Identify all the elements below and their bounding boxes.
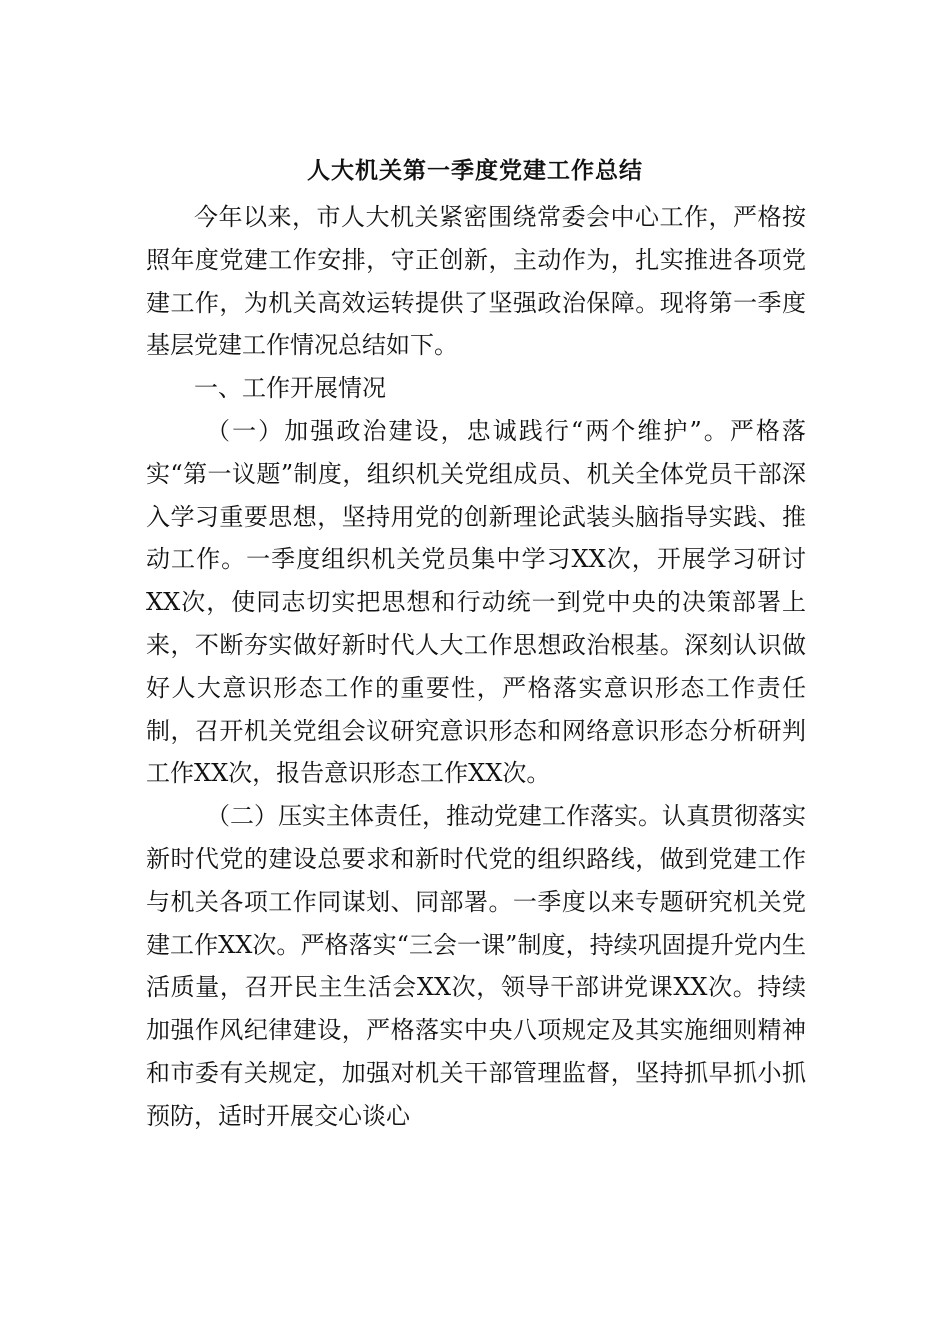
intro-paragraph: 今年以来，市人大机关紧密围绕常委会中心工作，严格按照年度党建工作安排，守正创新，主动作为，扎实推进各项党建工作，为机关高效运转提供了坚强政治保障。现将第一季度基层党建工作情况总结如下。 xyxy=(146,203,806,360)
subsection-paragraph-2: （二）压实主体责任，推动党建工作落实。认真贯彻落实新时代党的建设总要求和新时代党的组织路线，做到党建工作与机关各项工作同谋划、同部署。一季度以来专题研究机关党建工作XX次。严格落实“三会一课”制度，持续巩固提升党内生活质量，召开民主生活会XX次，领导干部讲党课XX次。持续加强作风纪律建设，严格落实中央八项规定及其实施细则精神和市委有关规定，加强对机关干部管理监督，坚持抓早抓小抓预防，适时开展交心谈心 xyxy=(146,802,806,1130)
document-body xyxy=(146,196,806,1138)
section-heading: 一、工作开展情况 xyxy=(194,374,386,403)
document-title: 人大机关第一季度党建工作总结 xyxy=(307,157,643,184)
subsection-paragraph-1: （一）加强政治建设，忠诚践行“两个维护”。严格落实“第一议题”制度，组织机关党组成员、机关全体党员干部深入学习重要思想，坚持用党的创新理论武装头脑指导实践、推动工作。一季度组织机关党员集中学习XX次，开展学习研讨XX次，使同志切实把思想和行动统一到党中央的决策部署上来，不断夯实做好新时代人大工作思想政治根基。深刻认识做好人大意识形态工作的重要性，严格落实意识形态工作责任制，召开机关党组会议研究意识形态和网络意识形态分析研判工作XX次，报告意识形态工作XX次。 xyxy=(146,416,806,788)
